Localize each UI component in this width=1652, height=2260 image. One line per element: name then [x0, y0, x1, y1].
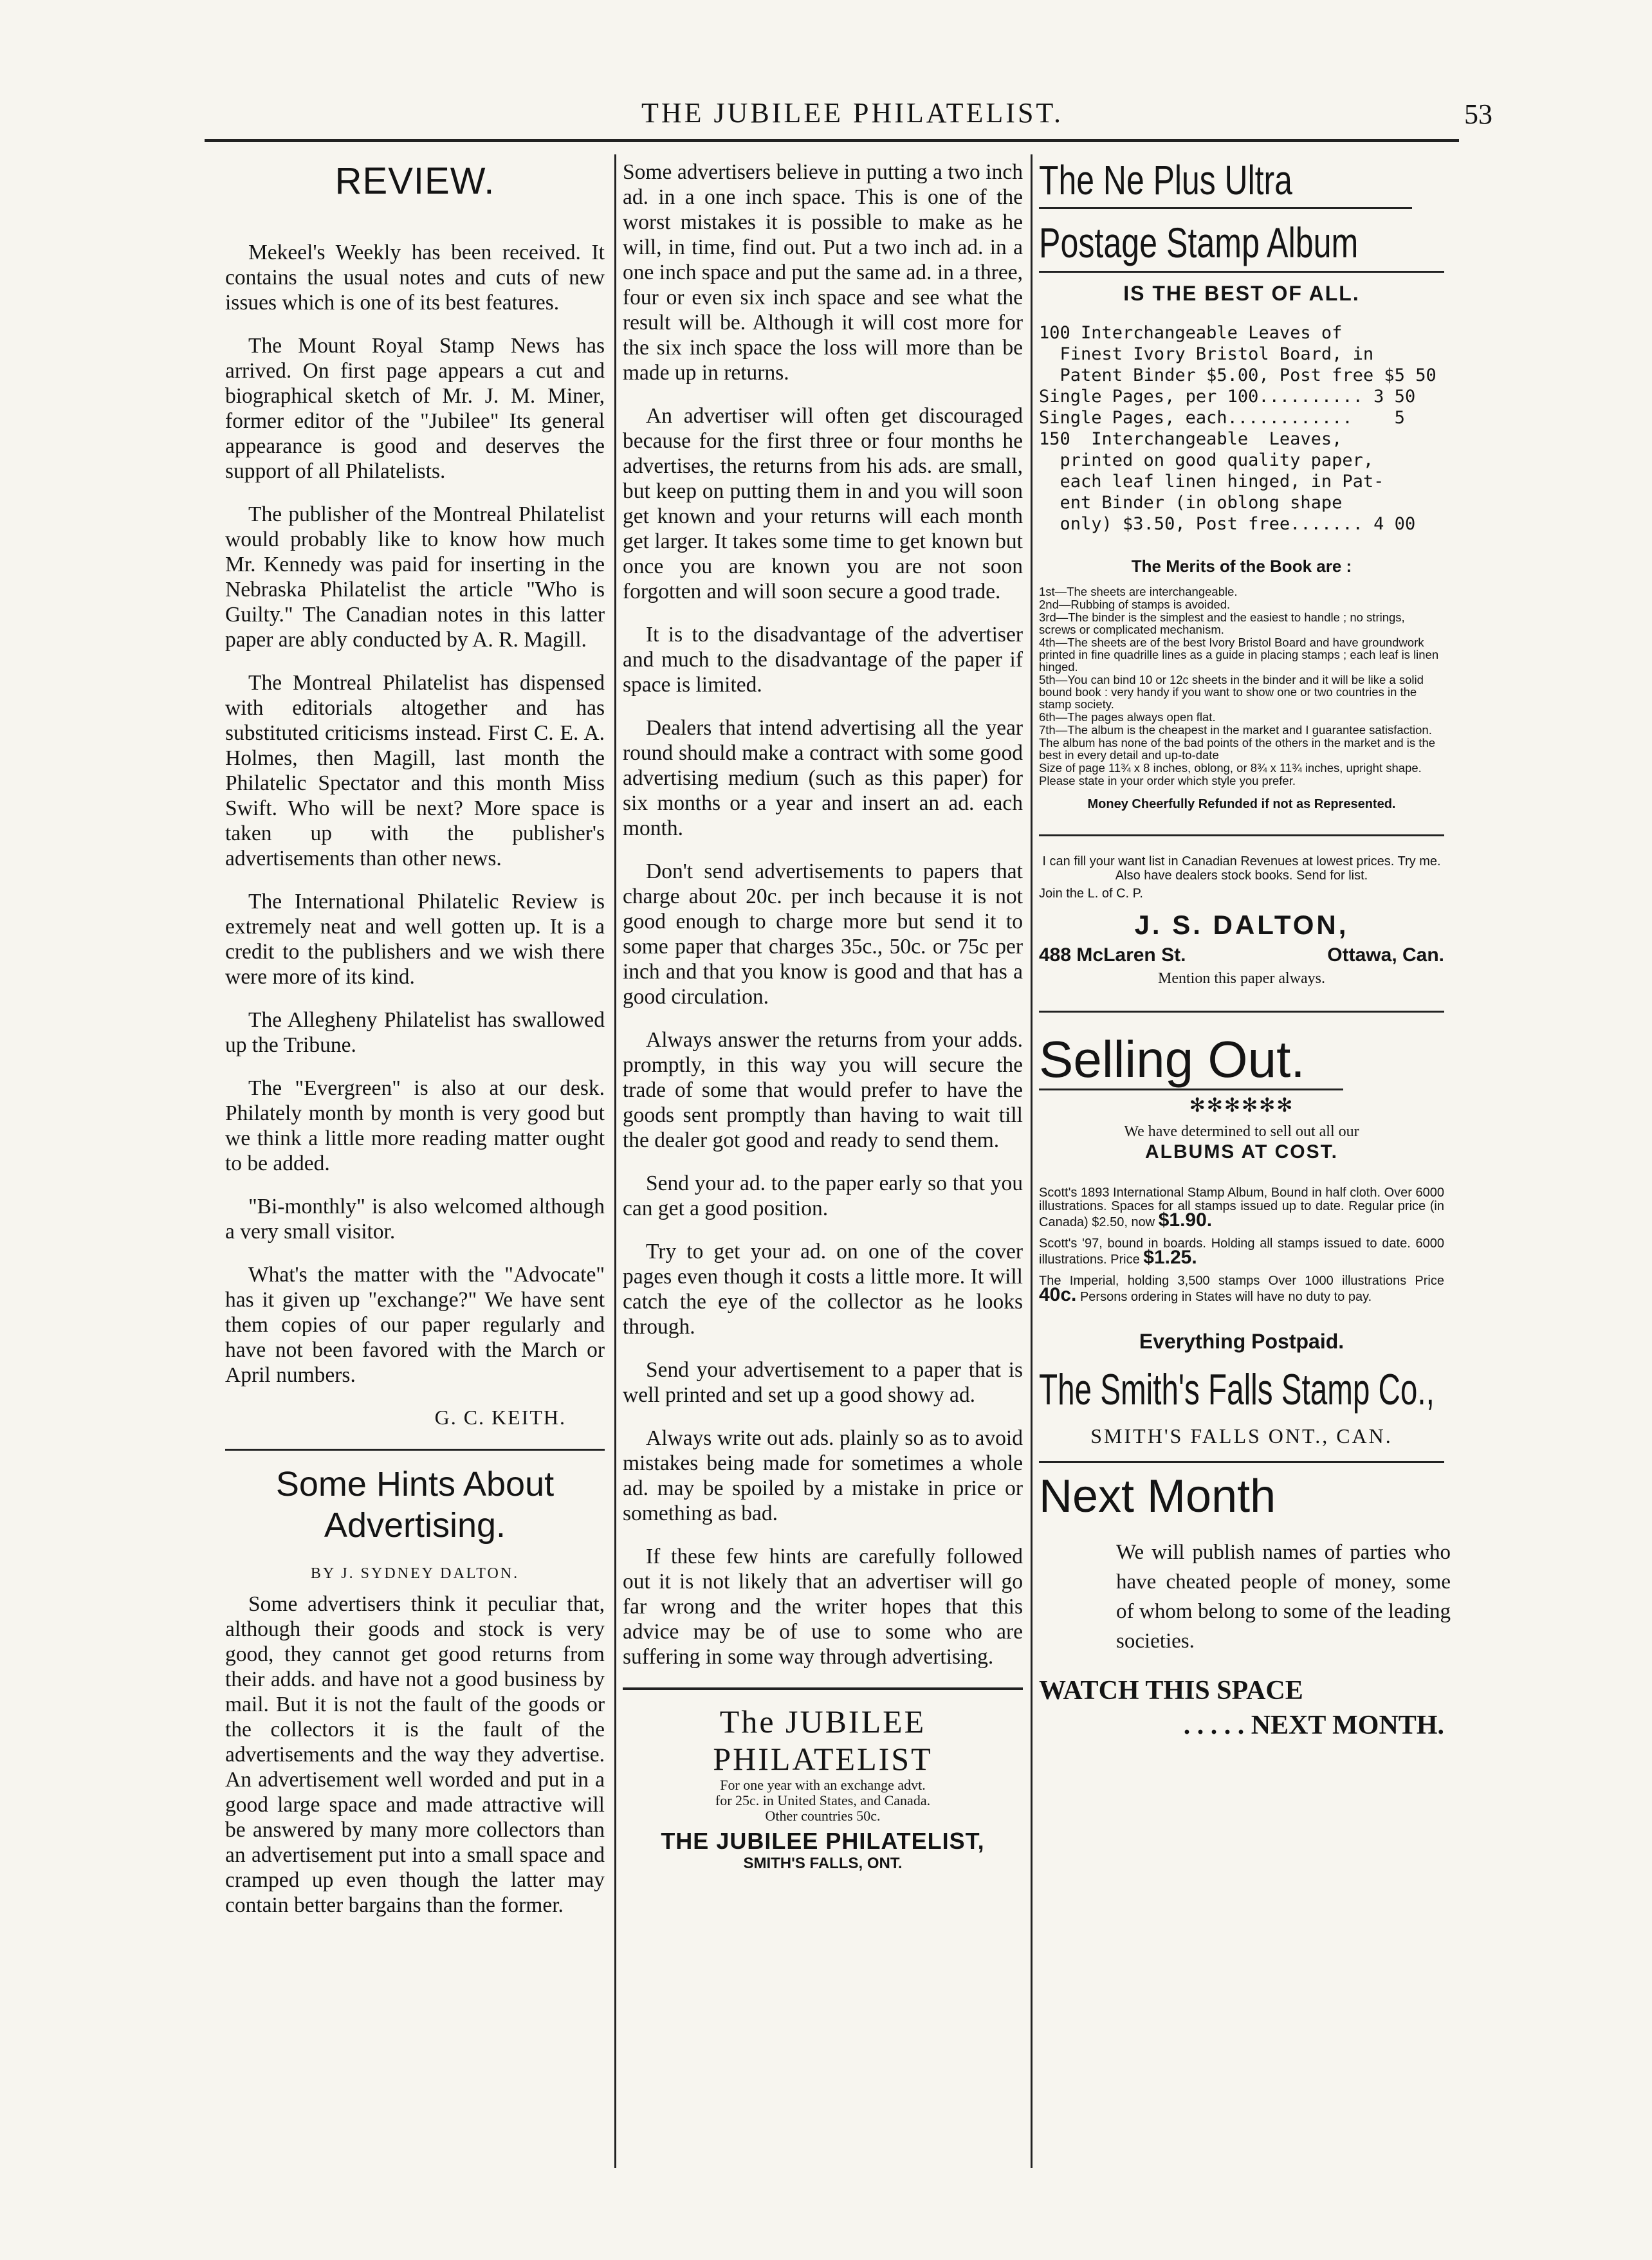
- hints-paragraph: Don't send advertisements to papers that charge about 20c. per inch because it is not good enough to charge more but send it to some paper that charges 35c., 50c. or 75c per inch and that you know is good and that has a good circulation.: [623, 859, 1023, 1009]
- subscription-ad-title: The JUBILEE PHILATELIST: [713, 1704, 933, 1777]
- price-line: 100 Interchangeable Leaves of: [1039, 323, 1343, 343]
- subscription-ad-line: for 25c. in United States, and Canada.: [715, 1792, 931, 1808]
- album-ad-title: Postage Stamp Album: [1039, 219, 1359, 266]
- refund-notice: Money Cheerfully Refunded if not as Represented.: [1087, 797, 1396, 811]
- dalton-city: Ottawa, Can.: [1327, 944, 1444, 966]
- album-ad: [1039, 154, 1444, 811]
- album-offer: [1039, 1186, 1444, 1229]
- merit-item: 4th—The sheets are of the best Ivory Bristol Board and have groundwork printed in fine quadrille lines as a guide in placing stamps ; each leaf is linen hinged.: [1039, 636, 1439, 674]
- selling-out-title: Selling Out.: [1039, 1031, 1305, 1088]
- subscription-ad: [623, 1687, 1023, 1873]
- merit-item: 2nd—Rubbing of stamps is avoided.: [1039, 598, 1231, 611]
- dalton-ad: [1039, 854, 1444, 988]
- album-ad-subtitle: IS THE BEST OF ALL.: [1123, 282, 1360, 305]
- album-offer-price: $1.90.: [1158, 1209, 1213, 1231]
- column-advertisements: [1039, 154, 1451, 1741]
- mention-text: Mention this paper always.: [1158, 970, 1325, 987]
- next-month-ad: [1039, 1469, 1451, 1741]
- album-offer: [1039, 1274, 1444, 1304]
- merit-item: 5th—You can bind 10 or 12c sheets in the binder and it will be like a solid bound book : very handy if you want to show one or two countries in the stamp society.: [1039, 673, 1424, 711]
- next-month-body: We will publish names of parties who have cheated people of money, some of whom belong to some of the leading societies.: [1116, 1541, 1451, 1653]
- page-title: THE JUBILEE PHILATELIST.: [641, 97, 1064, 129]
- price-line: Single Pages, per 100.......... 3 50: [1039, 387, 1416, 407]
- stars-ornament: ✻✻✻✻✻✻: [1189, 1095, 1294, 1116]
- hints-paragraph: Some advertisers believe in putting a two inch ad. in a one inch space. This is one of the worst mistakes it is possible to make as he will, in time, find out. Put a two inch ad. in a one inch space and put the same ad. in a three, four or even six inch space and see what the result will be. Although it will cost more for the six inch space the loss will more than be made up in returns.: [623, 160, 1023, 385]
- merit-item: The album has none of the bad points of the others in the market and is the best in every detail and up-to-date: [1039, 736, 1436, 762]
- review-paragraph: The publisher of the Montreal Philatelist would probably like to know how much Mr. Kennedy was paid for inserting in the Nebraska Philatelist the article "Who is Guilty." The Canadian notes in this latter paper are ably conducted by A. R. Magill.: [225, 502, 605, 652]
- review-paragraph: The Allegheny Philatelist has swallowed up the Tribune.: [225, 1008, 605, 1057]
- hints-paragraph: Send your ad. to the paper early so that you can get a good position.: [623, 1171, 1023, 1220]
- album-price-list: [1039, 322, 1444, 535]
- album-offer-price: $1.25.: [1143, 1247, 1197, 1268]
- want-list-text: I can fill your want list in Canadian Revenues at lowest prices. Try me. Also have dealers stock books. Send for list.: [1042, 854, 1441, 883]
- ad-divider: [1039, 834, 1444, 836]
- album-ad-title: The Ne Plus Ultra: [1039, 157, 1292, 203]
- section-divider: [225, 1449, 605, 1451]
- price-line: printed on good quality paper,: [1039, 450, 1374, 470]
- album-offer-price: 40c.: [1039, 1284, 1077, 1305]
- review-paragraph: The Mount Royal Stamp News has arrived. On first page appears a cut and biographical sketch of Mr. J. M. Miner, former editor of the "Jubilee" Its general appearance is good and deserves the support of all Philatelists.: [225, 334, 605, 483]
- albums-at-cost: ALBUMS AT COST.: [1145, 1141, 1338, 1162]
- next-month-footer: . . . . . NEXT MONTH.: [1183, 1711, 1444, 1740]
- hints-paragraph: Send your advertisement to a paper that is well printed and set up a good showy ad.: [623, 1358, 1023, 1407]
- subscription-ad-line: Other countries 50c.: [765, 1808, 881, 1824]
- subscription-ad-line: For one year with an exchange advt.: [720, 1777, 926, 1793]
- price-line: Finest Ivory Bristol Board, in: [1039, 344, 1374, 364]
- dalton-address: [1039, 944, 1444, 966]
- review-heading: REVIEW.: [335, 160, 495, 202]
- price-line: each leaf linen hinged, in Pat-: [1039, 472, 1384, 492]
- review-paragraph: What's the matter with the "Advocate" has it given up "exchange?" We have sent them copies of our paper regularly and have not been favored with the March or April numbers.: [225, 1263, 605, 1387]
- price-line: Single Pages, each............ 5: [1039, 408, 1405, 428]
- price-line: 150 Interchangeable Leaves,: [1039, 429, 1343, 449]
- hints-paragraph: An advertiser will often get discouraged because for the first three or four months he advertises, the returns from his ads. are small, but keep on putting them in and you will soon get known and your returns will each month get larger. It takes some time to get known but once you are known you are not soon forgotten and will soon secure a good trade.: [623, 404, 1023, 603]
- hints-paragraph: It is to the disadvantage of the advertiser and much to the disadvantage of the paper if space is limited.: [623, 623, 1023, 697]
- next-month-title: Next Month: [1039, 1471, 1276, 1522]
- running-header: [212, 96, 1492, 135]
- dalton-street: 488 McLaren St.: [1039, 944, 1186, 966]
- merit-item: 6th—The pages always open flat.: [1039, 710, 1216, 724]
- hints-paragraph: If these few hints are carefully followed out it is not likely that an advertiser will go far wrong and the writer hopes that this advice may be of use to some who are suffering in some way through advertising.: [623, 1545, 1023, 1669]
- album-offer: [1039, 1237, 1444, 1267]
- review-paragraph: The "Evergreen" is also at our desk. Philately month by month is very good but we think a little more reading matter ought to be added.: [225, 1076, 605, 1175]
- price-line: Patent Binder $5.00, Post free $5 50: [1039, 365, 1436, 385]
- album-offer-text: Scott's 1893 International Stamp Album, Bound in half cloth. Over 6000 illustrations. Spaces for all stamps issued up to date. Regular price (in Canada) $2.50, now: [1039, 1186, 1444, 1229]
- smiths-falls-title: The Smith's Falls Stamp Co.,: [1039, 1365, 1435, 1414]
- watch-this-space: WATCH THIS SPACE: [1039, 1676, 1303, 1705]
- merits-list: [1039, 585, 1444, 787]
- price-line: only) $3.50, Post free....... 4 00: [1039, 514, 1416, 534]
- price-line: ent Binder (in oblong shape: [1039, 493, 1343, 513]
- hints-paragraph: Some advertisers think it peculiar that, although their goods and stock is very good, they cannot get good returns from their adds. and have not a good business by mail. But it is not the fault of the goods or the collectors it is the fault of the advertisements and the way they advertise. An advertisement well worded and put in a good large space and made attractive will be answered by many more collectors than an advertisement put into a small space and cramped up even though the latter may contain better bargains than the former.: [225, 1592, 605, 1917]
- hints-paragraph: Always answer the returns from your adds. promptly, in this way you will secure the trade of some that would prefer to have the goods sent promptly than having to wait till the dealer got good and ready to send them.: [623, 1028, 1023, 1152]
- merit-item: Size of page 11¾ x 8 inches, oblong, or 8¾ x 11¾ inches, upright shape.: [1039, 761, 1422, 775]
- page-number: 53: [1464, 98, 1492, 130]
- ad-divider: [1039, 1011, 1444, 1013]
- album-offer-text: The Imperial, holding 3,500 stamps Over 1000 illustrations Price: [1039, 1274, 1444, 1288]
- album-offer-text: Persons ordering in States will have no duty to pay.: [1079, 1290, 1372, 1304]
- smiths-falls-address: SMITH'S FALLS ONT., CAN.: [1090, 1424, 1393, 1447]
- merit-item: 1st—The sheets are interchangeable.: [1039, 585, 1238, 598]
- header-rule: [205, 139, 1459, 142]
- subscription-ad-city: SMITH'S FALLS, ONT.: [743, 1855, 903, 1872]
- merits-heading: The Merits of the Book are :: [1131, 556, 1352, 576]
- hints-byline: BY J. SYDNEY DALTON.: [310, 1565, 520, 1582]
- album-ad-underline: [1039, 271, 1444, 273]
- review-paragraph: The Montreal Philatelist has dispensed with editorials altogether and has substituted criticisms instead. First C. E. A. Holmes, then Magill, last month the Philatelic Spectator and this month Miss Swift. Who will be next? More space is taken up with the publisher's advertisements than other news.: [225, 671, 605, 870]
- album-ad-underline: [1039, 207, 1412, 209]
- postpaid-notice: Everything Postpaid.: [1139, 1330, 1345, 1353]
- dalton-name: J. S. DALTON,: [1134, 910, 1349, 940]
- selling-out-ad: [1039, 1031, 1444, 1448]
- column-review: [225, 160, 605, 1936]
- review-paragraph: The International Philatelic Review is extremely neat and well gotten up. It is a credit to the publishers and we wish there were more of its kind.: [225, 890, 605, 989]
- ad-divider: [1039, 1461, 1444, 1463]
- join-text: Join the L. of C. P.: [1039, 887, 1143, 901]
- hints-paragraph: Try to get your ad. on one of the cover pages even though it costs a little more. It will catch the eye of the collector as he looks through.: [623, 1240, 1023, 1339]
- album-offer-text: Scott's '97, bound in boards. Holding all stamps issued to date. 6000 illustrations. Price: [1039, 1236, 1444, 1267]
- merit-item: Please state in your order which style you prefer.: [1039, 774, 1296, 787]
- selling-intro: We have determined to sell out all our: [1124, 1123, 1359, 1140]
- column-rule-1: [614, 154, 616, 2168]
- column-rule-2: [1031, 154, 1032, 2168]
- subscription-ad-name: THE JUBILEE PHILATELIST,: [661, 1828, 985, 1854]
- selling-out-underline: [1039, 1089, 1343, 1090]
- review-signature: G. C. KEITH.: [434, 1406, 566, 1429]
- hints-heading: Some Hints About Advertising.: [275, 1465, 555, 1545]
- merit-item: 7th—The album is the cheapest in the market and I guarantee satisfaction.: [1039, 723, 1432, 737]
- hints-paragraph: Always write out ads. plainly so as to avoid mistakes being made for sometimes a whole ad. may be spoiled by a mistake in price or something as bad.: [623, 1426, 1023, 1525]
- column-hints-continued: [623, 160, 1023, 1873]
- review-paragraph: "Bi-monthly" is also welcomed although a very small visitor.: [225, 1195, 605, 1244]
- merit-item: 3rd—The binder is the simplest and the easiest to handle ; no strings, screws or complicated mechanism.: [1039, 611, 1405, 636]
- hints-paragraph: Dealers that intend advertising all the year round should make a contract with some good advertising medium (such as this paper) for six months or a year and insert an ad. each month.: [623, 716, 1023, 840]
- review-paragraph: Mekeel's Weekly has been received. It contains the usual notes and cuts of new issues which is one of its best features.: [225, 241, 605, 315]
